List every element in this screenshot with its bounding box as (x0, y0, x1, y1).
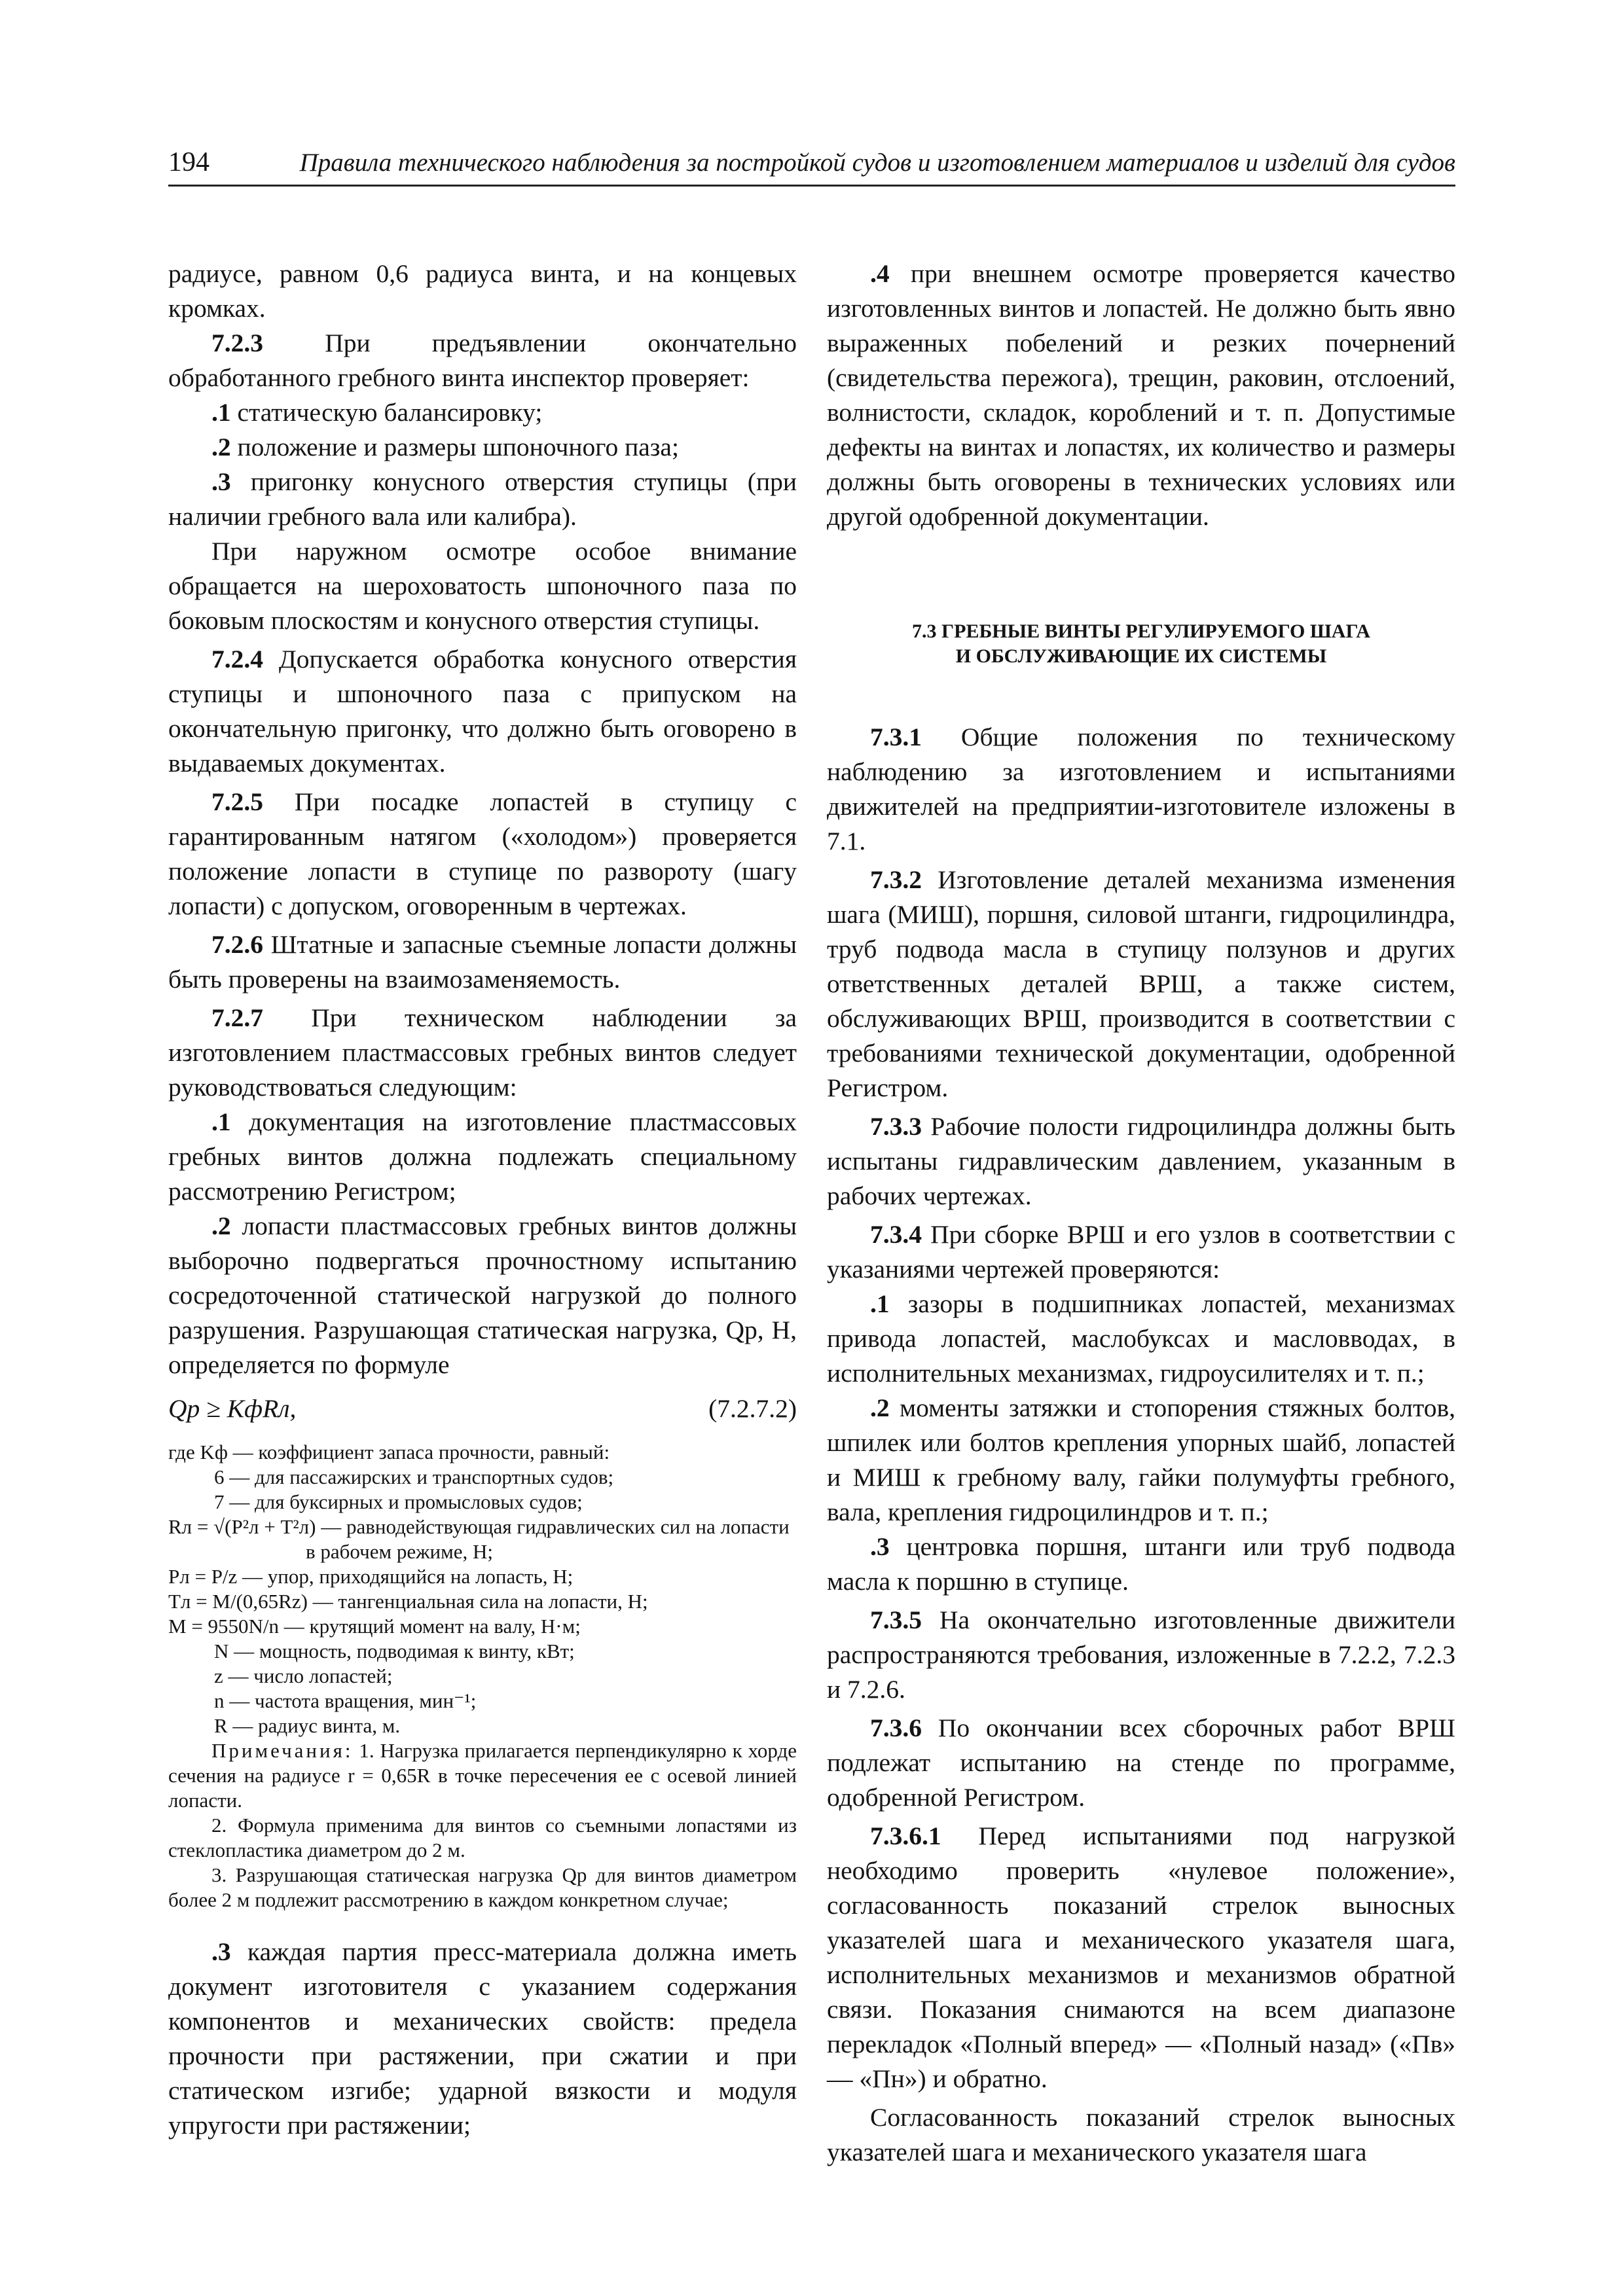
item-text: документация на изготовление пластмассовых гребных винтов должна подлежать специальному рассмотрению Регистром; (168, 1107, 797, 1206)
item-number: .3 (211, 467, 231, 496)
paragraph: радиусе, равном 0,6 радиуса винта, и на концевых кромках. (168, 259, 797, 323)
clause-7-2-7 (168, 1001, 797, 1105)
item-text: зазоры в подшипниках лопастей, механизмах привода лопастей, маслобуксах и масловводах, в исполнительных механизмах, гидроусилителях и т. п.; (827, 1289, 1455, 1388)
note (168, 1738, 797, 1813)
clause-text: Изготовление деталей механизма изменения шага (МИШ), поршня, силовой штанги, гидроцилиндра, труб подвода масла в ступицу ползунов и других ответственных деталей ВРШ, а также систем, обслуживающих ВРШ, производится в соответствии с требованиями технической документации, одобренной Регистром. (827, 865, 1455, 1102)
clause-number: 7.3.1 (870, 723, 922, 751)
list-item (168, 1105, 797, 1209)
clause-text: Общие положения по техническому наблюдению за изготовлением и испытаниями движителей на предприятии-изготовителе изложены в 7.1. (827, 723, 1455, 855)
list-item (827, 1530, 1455, 1599)
item-text: статическую балансировку; (230, 398, 543, 427)
clause-number: 7.3.2 (870, 865, 922, 894)
clause-text: Штатные и запасные съемные лопасти должны быть проверены на взаимозаменяемость. (168, 930, 797, 994)
item-number: .1 (211, 1107, 231, 1136)
item-number: .1 (870, 1289, 890, 1318)
note: 3. Разрушающая статическая нагрузка Qр для винтов диаметром более 2 м подлежит рассмотрению в каждом конкретном случае; (168, 1863, 797, 1911)
page-header (168, 144, 1455, 187)
clause-text: При техническом наблюдении за изготовлением пластмассовых гребных винтов следует руководствоваться следующим: (168, 1003, 797, 1102)
item-number: .4 (870, 259, 890, 288)
clause-text: При сборке ВРШ и его узлов в соответствии с указаниями чертежей проверяются: (827, 1220, 1455, 1283)
clause-number: 7.3.3 (870, 1112, 922, 1141)
item-number: .3 (211, 1937, 231, 1966)
section-title-line: 7.3 ГРЕБНЫЕ ВИНТЫ РЕГУЛИРУЕМОГО ШАГА (912, 620, 1370, 642)
clause-7-3-4 (827, 1217, 1455, 1287)
item-number: .3 (870, 1532, 890, 1561)
list-item (827, 1287, 1455, 1391)
clause-text: По окончании всех сборочных работ ВРШ подлежат испытанию на стенде по программе, одобренной Регистром. (827, 1713, 1455, 1812)
item-text: лопасти пластмассовых гребных винтов должны выборочно подвергаться прочностному испытанию сосредоточенной статической нагрузкой до полного разрушения. Разрушающая статическая нагрузка, Qр, Н, определяется по формуле (168, 1211, 797, 1379)
formula-number: (7.2.7.2) (708, 1394, 797, 1423)
item-number: .1 (211, 398, 231, 427)
legend-line: где Kф — коэффициент запаса прочности, равный: (168, 1441, 610, 1463)
running-title: Правила технического наблюдения за постройкой судов и изготовлением материалов и изделий для судов (299, 149, 1455, 177)
legend-line: z — число лопастей; (214, 1664, 393, 1687)
paragraph: При наружном осмотре особое внимание обращается на шероховатость шпоночного паза по боковым плоскостям и конусного отверстия ступицы. (168, 537, 797, 635)
clause-number: 7.3.5 (870, 1605, 922, 1634)
clause-number: 7.3.6 (870, 1713, 922, 1742)
list-item (827, 257, 1455, 534)
clause-number: 7.2.5 (211, 787, 263, 816)
item-text: пригонку конусного отверстия ступицы (при наличии гребного вала или калибра). (168, 467, 797, 531)
left-column (168, 257, 797, 2143)
item-number: .2 (211, 433, 231, 461)
item-text: при внешнем осмотре проверяется качество изготовленных винтов и лопастей. Не должно быть явно выраженных побелений и резких почернений (свидетельства пережога), трещин, раковин, отслоений, волнистости, складок, короблений и т. п. Допустимые дефекты на винтах и лопастях, их количество и размеры должны быть оговорены в технических условиях или другой одобренной документации. (827, 259, 1455, 531)
clause-7-3-1 (827, 720, 1455, 859)
legend-line: Tл = M/(0,65Rz) — тангенциальная сила на лопасти, Н; (168, 1590, 648, 1613)
clause-number: 7.3.4 (870, 1220, 922, 1249)
formula: Qр ≥ KфRл, (168, 1394, 297, 1423)
clause-7-2-4 (168, 642, 797, 781)
list-item (168, 465, 797, 534)
clause-text: На окончательно изготовленные движители распространяются требования, изложенные в 7.2.2, 7.2.3 и 7.2.6. (827, 1605, 1455, 1704)
item-text: каждая партия пресс-материала должна иметь документ изготовителя с указанием содержания компонентов и механических свойств: предела прочности при растяжении, при сжатии и при статическом изгибе; ударной вязкости и модуля упругости при растяжении; (168, 1937, 797, 2140)
formula-legend (168, 1440, 797, 1738)
clause-7-3-2 (827, 863, 1455, 1105)
clause-text: Допускается обработка конусного отверстия ступицы и шпоночного паза с припуском на окончательную пригонку, что должно быть оговорено в выдаваемых документах. (168, 645, 797, 778)
clause-number: 7.3.6.1 (870, 1821, 941, 1850)
note-label: Примечания: (211, 1739, 354, 1762)
list-item (827, 1391, 1455, 1530)
list-item (168, 1935, 797, 2143)
list-item (168, 1209, 797, 1382)
list-item (168, 395, 797, 430)
item-number: .2 (211, 1211, 231, 1240)
legend-line: 6 — для пассажирских и транспортных судов; (214, 1465, 614, 1488)
legend-line: N — мощность, подводимая к винту, кВт; (214, 1640, 575, 1662)
clause-7-3-3 (827, 1109, 1455, 1213)
section-title (827, 619, 1455, 669)
page-number: 194 (168, 147, 210, 177)
note: 2. Формула применима для винтов со съемными лопастями из стеклопластика диаметром до 2 м. (168, 1814, 797, 1861)
item-text: положение и размеры шпоночного паза; (230, 433, 679, 461)
note-text: 1. Нагрузка прилагается перпендикулярно к хорде сечения на радиусе r = 0,65R в точке пересечения ее с осевой линией лопасти. (168, 1739, 797, 1812)
item-number: .2 (870, 1393, 890, 1422)
legend-line: Pл = P/z — упор, приходящийся на лопасть, Н; (168, 1565, 574, 1588)
right-column (827, 257, 1455, 2170)
clause-7-2-5 (168, 785, 797, 924)
item-text: моменты затяжки и стопорения стяжных болтов, шпилек или болтов крепления упорных шайб, лопастей и МИШ к гребному валу, гайки полумуфты гребного, вала, крепления гидроцилиндров и т. п.; (827, 1393, 1455, 1526)
clause-7-2-3 (168, 326, 797, 395)
section-title-line: И ОБСЛУЖИВАЮЩИЕ ИХ СИСТЕМЫ (955, 645, 1327, 667)
item-text: центровка поршня, штанги или труб подвода масла к поршню в ступице. (827, 1532, 1455, 1596)
legend-line: M = 9550N/n — крутящий момент на валу, Н·м; (168, 1615, 581, 1638)
formula-block (168, 1391, 797, 1431)
clause-text: Перед испытаниями под нагрузкой необходимо проверить «нулевое положение», согласованность показаний стрелок выносных указателей шага и механического указателя шага, исполнительных механизмов и механизмов обратной связи. Показания снимаются на всем диапазоне перекладок «Полный вперед» — «Полный назад» («Пв» — «Пн») и обратно. (827, 1821, 1455, 2093)
legend-line: R — радиус винта, м. (214, 1714, 401, 1737)
clause-7-3-5 (827, 1603, 1455, 1707)
list-item (168, 430, 797, 465)
clause-number: 7.2.4 (211, 645, 263, 673)
notes (168, 1738, 797, 1912)
clause-7-2-6 (168, 927, 797, 997)
legend-line: в рабочем режиме, Н; (306, 1540, 493, 1563)
legend-line: Rл = √(P²л + T²л) — равнодействующая гидравлических сил на лопасти (168, 1515, 790, 1538)
clause-text: При посадке лопастей в ступицу с гарантированным натягом («холодом») проверяется положение лопасти в ступице по развороту (шагу лопасти) с допуском, оговоренным в чертежах. (168, 787, 797, 920)
clause-text: Рабочие полости гидроцилиндра должны быть испытаны гидравлическим давлением, указанным в рабочих чертежах. (827, 1112, 1455, 1210)
clause-number: 7.2.6 (211, 930, 263, 959)
legend-line: n — частота вращения, мин⁻¹; (214, 1689, 477, 1712)
clause-number: 7.2.3 (211, 329, 263, 357)
clause-number: 7.2.7 (211, 1003, 263, 1032)
clause-7-3-6 (827, 1711, 1455, 1815)
legend-line: 7 — для буксирных и промысловых судов; (214, 1490, 583, 1513)
clause-text: При предъявлении окончательно обработанного гребного винта инспектор проверяет: (168, 329, 797, 392)
clause-7-3-6-1 (827, 1819, 1455, 2096)
paragraph: Согласованность показаний стрелок выносных указателей шага и механического указателя шага (827, 2103, 1455, 2166)
